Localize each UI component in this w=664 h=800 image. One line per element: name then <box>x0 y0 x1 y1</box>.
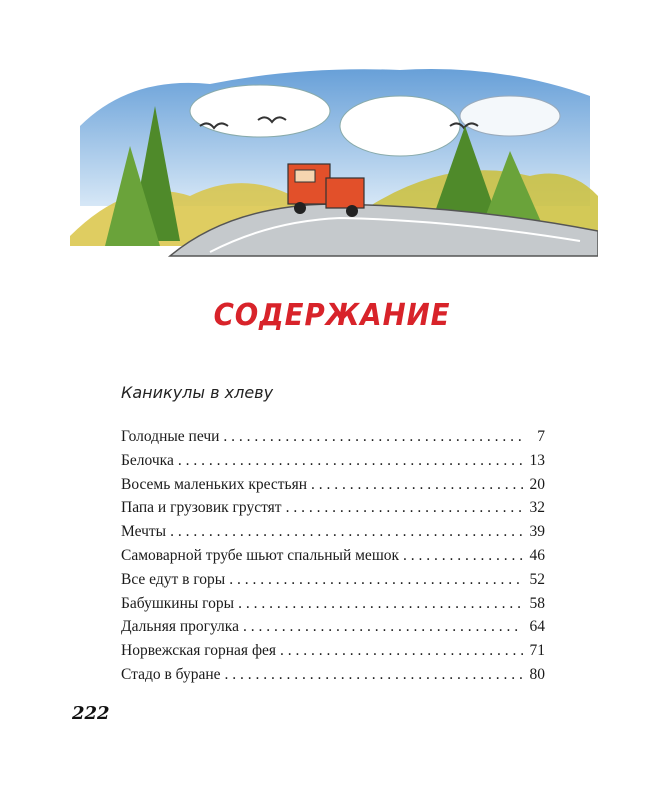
toc-item-page: 7 <box>537 428 545 445</box>
toc-item-title: Белочка <box>121 451 174 469</box>
toc-leader <box>170 523 523 541</box>
toc-item[interactable] <box>121 523 545 547</box>
toc-item-page: 46 <box>529 546 545 564</box>
toc-item[interactable] <box>121 547 545 571</box>
toc-item-page: 52 <box>529 570 545 588</box>
toc-item-title: Мечты <box>121 523 167 541</box>
cloud <box>340 96 460 156</box>
toc-item-title: Дальняя прогулка <box>121 618 239 636</box>
road-truck-illustration <box>70 56 598 266</box>
toc-item-page: 64 <box>529 618 545 636</box>
toc-item-page: 20 <box>529 475 545 493</box>
toc-item-title: Все едут в горы <box>121 570 226 588</box>
toc-leader <box>243 618 523 636</box>
cloud <box>460 96 560 136</box>
toc-item[interactable] <box>121 452 545 476</box>
toc-item-title: Голодные печи <box>121 428 220 445</box>
toc-item[interactable] <box>121 428 545 452</box>
toc-list <box>121 428 545 690</box>
page-title: СОДЕРЖАНИЕ <box>213 298 451 333</box>
toc-item-page: 71 <box>529 642 545 660</box>
toc-item-page: 80 <box>529 665 545 683</box>
toc-item-title: Самоварной трубе шьют спальный мешок <box>121 546 400 564</box>
toc-leader <box>178 452 523 470</box>
toc-leader <box>229 571 523 589</box>
toc-item-page: 58 <box>529 594 545 612</box>
page-number: 222 <box>72 703 110 724</box>
toc-leader <box>311 476 523 494</box>
toc-item[interactable] <box>121 571 545 595</box>
toc-leader <box>286 499 523 517</box>
toc-item-page: 32 <box>529 499 545 517</box>
toc-item-title: Папа и грузовик грустят <box>121 499 282 517</box>
toc-item-title: Бабушкины горы <box>121 594 235 612</box>
section-title: Каникулы в хлеву <box>121 383 274 402</box>
toc-leader <box>238 595 523 613</box>
toc-item-title: Норвежская горная фея <box>121 642 276 660</box>
toc-item[interactable] <box>121 666 545 690</box>
toc-leader <box>225 666 523 684</box>
toc-item[interactable] <box>121 476 545 500</box>
toc-item[interactable] <box>121 642 545 666</box>
toc-leader <box>280 642 523 660</box>
toc-item[interactable] <box>121 618 545 642</box>
cloud <box>190 85 330 137</box>
toc-leader <box>223 428 523 446</box>
toc-item-page: 13 <box>529 451 545 469</box>
toc-item[interactable] <box>121 499 545 523</box>
toc-item[interactable] <box>121 595 545 619</box>
toc-leader <box>403 547 523 565</box>
toc-item-title: Восемь маленьких крестьян <box>121 475 308 493</box>
toc-item-title: Стадо в буране <box>121 665 221 683</box>
toc-item-page: 39 <box>529 523 545 541</box>
